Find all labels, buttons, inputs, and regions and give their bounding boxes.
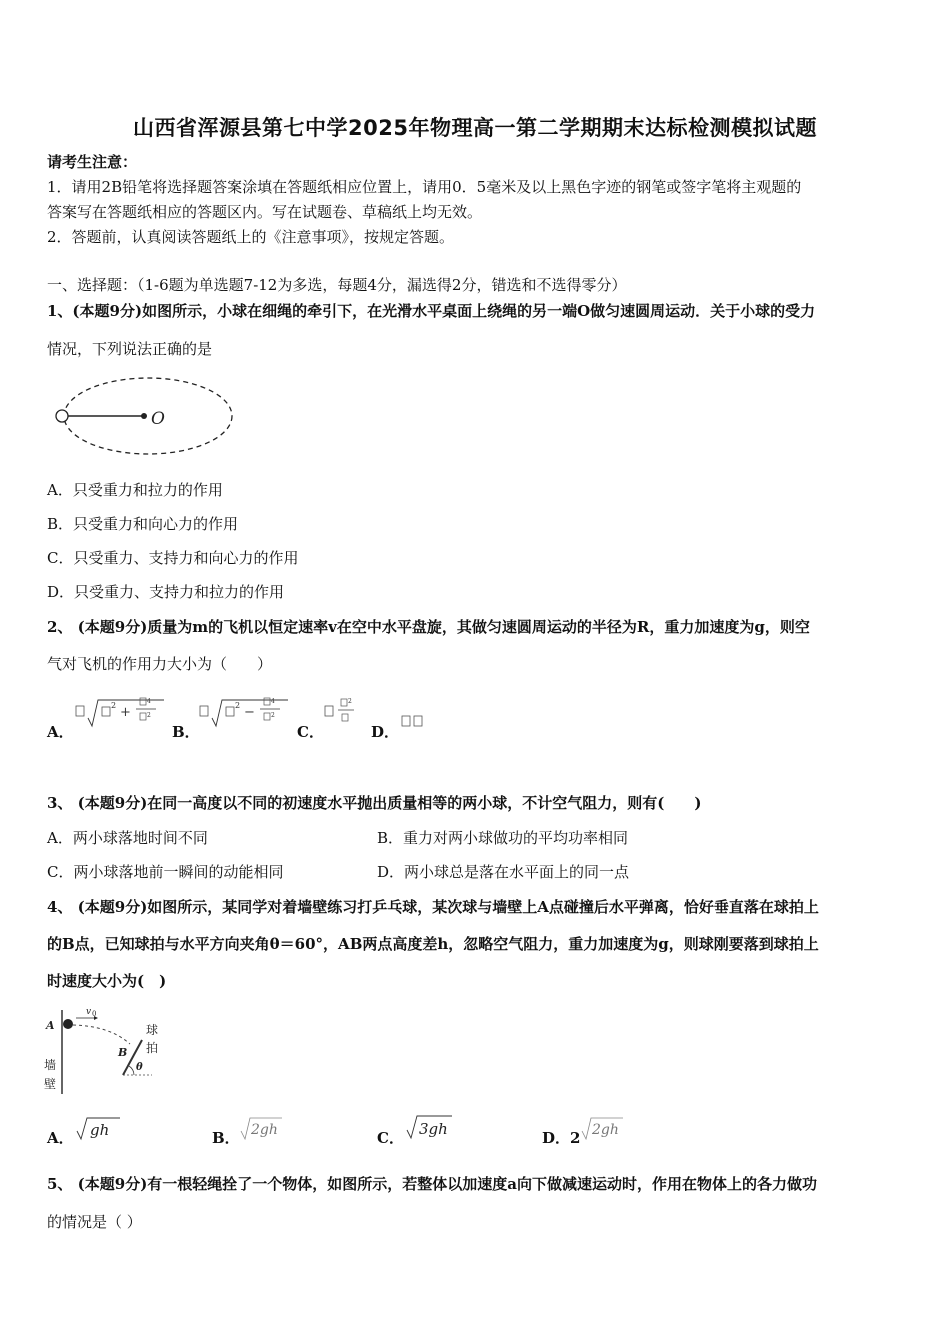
svg-text:2: 2	[271, 712, 275, 719]
q4-stem-line-1: 4、 (本题9分)如图所示，某同学对着墙壁练习打乒乓球，某次球与墙壁上A点碰撞后水平弹离，恰好垂直落在球拍上	[47, 898, 819, 916]
notice-heading: 请考生注意：	[47, 153, 138, 171]
svg-text:2: 2	[147, 712, 151, 719]
q3-stem: 3、 (本题9分)在同一高度以不同的初速度水平抛出质量相等的两小球，不计空气阻力，则有( )	[47, 794, 702, 812]
q4-v0-subscript: 0	[92, 1010, 97, 1018]
q2-option-c-label[interactable]: C．	[297, 723, 324, 741]
svg-text:2: 2	[111, 701, 117, 710]
q5-stem-line-1: 5、 (本题9分)有一根轻绳拴了一个物体，如图所示，若整体以加速度a向下做减速运动时，作用在物体上的各力做功	[47, 1175, 818, 1193]
q2-stem-line-1: 2、 (本题9分)质量为m的飞机以恒定速率v在空中水平盘旋，其做匀速圆周运动的半径为R，重力加速度为g，则空	[47, 618, 810, 636]
q4-v0-label: v	[86, 1007, 92, 1017]
page-title: 山西省浑源县第七中学2025年物理高一第二学期期末达标检测模拟试题	[133, 116, 817, 140]
q2-option-c-formula	[322, 692, 362, 736]
q4-stem-line-3: 时速度大小为( )	[47, 972, 167, 990]
svg-text:4: 4	[271, 698, 275, 705]
q4-option-d-formula	[579, 1114, 629, 1144]
q2-option-b-label[interactable]: B．	[172, 723, 200, 741]
q4-option-b-formula	[238, 1114, 288, 1144]
q3-option-d[interactable]: D．两小球总是落在水平面上的同一点	[377, 863, 630, 881]
svg-text:2: 2	[235, 701, 241, 710]
q4-option-d-radicand: 2gh	[592, 1122, 619, 1138]
q4-option-b-radicand: 2gh	[251, 1122, 278, 1138]
q4-ball	[63, 1019, 73, 1029]
q4-point-b-label: B	[118, 1046, 128, 1059]
q4-angle-arc	[129, 1066, 134, 1075]
svg-text:+: +	[120, 705, 131, 720]
q1-option-d[interactable]: D．只受重力、支持力和拉力的作用	[47, 583, 285, 601]
q3-option-b[interactable]: B．重力对两小球做功的平均功率相同	[377, 829, 629, 847]
q3-option-c[interactable]: C．两小球落地前一瞬间的动能相同	[47, 863, 284, 881]
q1-stem-line-1: 1、(本题9分)如图所示，小球在细绳的牵引下，在光滑水平桌面上绕绳的另一端O做匀速圆周运动．关于小球的受力	[47, 302, 816, 320]
q4-option-a-label[interactable]: A．	[47, 1129, 74, 1147]
q4-paddle-label-1: 球	[146, 1023, 159, 1037]
q1-figure-circular-motion	[50, 372, 235, 458]
q4-option-d-coefficient: 2	[570, 1129, 581, 1147]
q2-stem-line-2: 气对飞机的作用力大小为（ ）	[47, 655, 273, 673]
q4-option-b-label[interactable]: B．	[212, 1129, 240, 1147]
q4-option-a-radicand: gh	[90, 1121, 110, 1139]
svg-text:2: 2	[348, 698, 352, 705]
q1-option-b[interactable]: B．只受重力和向心力的作用	[47, 515, 239, 533]
q4-option-c-formula	[404, 1112, 456, 1144]
notice-item-2: 2．答题前，认真阅读答题纸上的《注意事项》，按规定答题。	[47, 228, 455, 246]
q1-option-a[interactable]: A．只受重力和拉力的作用	[47, 481, 223, 499]
q4-point-a-label: A	[46, 1019, 55, 1032]
svg-text:−: −	[244, 705, 255, 720]
q2-option-d-formula	[400, 712, 430, 732]
q4-option-c-label[interactable]: C．	[377, 1129, 404, 1147]
q4-wall-label-2: 壁	[44, 1077, 57, 1091]
q4-stem-line-2: 的B点，已知球拍与水平方向夹角θ＝60°，AB两点高度差h，忽略空气阻力，重力加速度为g，则球刚要落到球拍上	[47, 935, 819, 953]
svg-text:4: 4	[147, 698, 151, 705]
q1-center-label: O	[151, 409, 165, 429]
q4-trajectory	[73, 1025, 130, 1044]
q4-paddle-label-2: 拍	[146, 1041, 159, 1055]
q4-theta-label: θ	[136, 1062, 143, 1073]
q1-center-point	[141, 413, 147, 419]
q4-figure-ping-pong	[42, 1004, 162, 1096]
notice-item-1-line-1: 1．请用2B铅笔将选择题答案涂填在答题纸相应位置上，请用0．5毫米及以上黑色字迹的钢笔或签字笔将主观题的	[47, 178, 802, 196]
q1-ball	[56, 410, 68, 422]
q4-option-a-formula	[74, 1114, 124, 1144]
q4-option-c-radicand: 3gh	[419, 1120, 448, 1138]
q1-stem-line-2: 情况，下列说法正确的是	[47, 340, 213, 358]
q3-option-a[interactable]: A．两小球落地时间不同	[47, 829, 208, 847]
notice-item-1-line-2: 答案写在答题纸相应的答题区内。写在试题卷、草稿纸上均无效。	[47, 203, 483, 221]
q2-option-d-label[interactable]: D．	[371, 723, 400, 741]
q4-option-d-label[interactable]: D．	[542, 1129, 571, 1147]
q1-option-c[interactable]: C．只受重力、支持力和向心力的作用	[47, 549, 299, 567]
q2-option-b-formula	[198, 694, 290, 738]
q5-stem-line-2: 的情况是（ ）	[47, 1213, 142, 1231]
q2-option-a-formula	[74, 694, 166, 738]
q4-wall-label-1: 墙	[44, 1058, 57, 1072]
q2-option-a-label[interactable]: A．	[47, 723, 74, 741]
section-heading: 一、选择题：（1-6题为单选题7-12为多选，每题4分，漏选得2分，错选和不选得零分）	[47, 276, 627, 294]
